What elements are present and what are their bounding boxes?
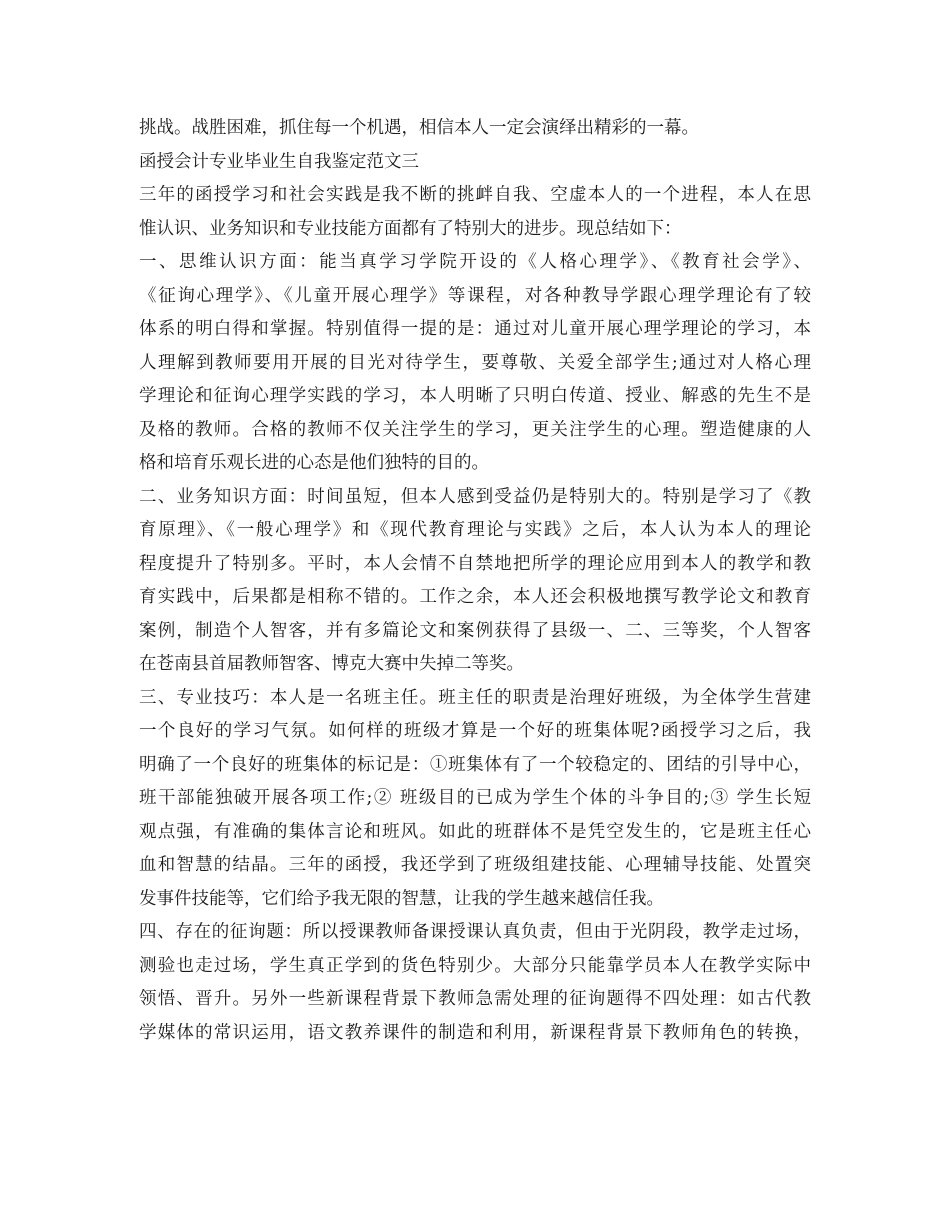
text-line: 体系的明白得和掌握。特别值得一提的是：通过对儿童开展心理学理论的学习，本 <box>139 319 811 339</box>
text-line: 惟认识、业务知识和专业技能方面都有了特别大的进步。现总结如下： <box>139 218 682 239</box>
text-line: 三年的函授学习和社会实践是我不断的挑衅自我、空虚本人的一个进程，本人在思 <box>139 185 811 205</box>
text-line: 一、思维认识方面：能当真学习学院开设的《人格心理学》、《教育社会学》、 <box>139 252 811 272</box>
text-line: 观点强，有准确的集体言论和班风。如此的班群体不是凭空发生的，它是班主任心 <box>139 821 811 842</box>
text-line: 领悟、晋升。另外一些新课程背景下教师急需处理的征询题得不四处理：如古代教 <box>139 989 811 1009</box>
text-line: 明确了一个良好的班集体的标记是：①班集体有了一个较稳定的、团结的引导中心， <box>139 754 811 775</box>
text-line: 三、专业技巧：本人是一名班主任。班主任的职责是治理好班级，为全体学生营建 <box>139 687 811 708</box>
text-line: 测验也走过场，学生真正学到的货色特别少。大部分只能靠学员本人在教学实际中 <box>139 955 811 976</box>
text-line: 育实践中，后果都是相称不错的。工作之余，本人还会积极地撰写教学论文和教育 <box>139 587 811 607</box>
text-line: 人理解到教师要用开展的目光对待学生，要尊敬、关爱全部学生;通过对人格心理 <box>139 352 811 373</box>
text-line: 在苍南县首届教师智客、博克大赛中失掉二等奖。 <box>139 654 524 674</box>
text-line: 育原理》、《一般心理学》和《现代教育理论与实践》之后，本人认为本人的理论 <box>139 520 811 540</box>
text-line: 一个良好的学习气氛。如何样的班级才算是一个好的班集体呢?函授学习之后，我 <box>139 721 811 741</box>
document-body <box>139 112 811 1050</box>
text-line: 血和智慧的结晶。三年的函授，我还学到了班级组建技能、心理辅导技能、处置突 <box>139 855 811 875</box>
text-line: 函授会计专业毕业生自我鉴定范文三 <box>139 151 419 172</box>
text-line: 及格的教师。合格的教师不仅关注学生的学习，更关注学生的心理。塑造健康的人 <box>139 419 811 440</box>
text-line: 二、业务知识方面：时间虽短，但本人感到受益仍是特别大的。特别是学习了《教 <box>139 486 811 507</box>
text-line: 学理论和征询心理学实践的学习，本人明晰了只明白传道、授业、解惑的先生不是 <box>139 386 811 406</box>
text-line: 挑战。战胜困难，抓住每一个机遇，相信本人一定会演绎出精彩的一幕。 <box>139 118 699 138</box>
text-line: 《征询心理学》、《儿童开展心理学》等课程，对各种教导学跟心理学理论有了较 <box>139 285 811 306</box>
text-line: 案例，制造个人智客，并有多篇论文和案例获得了县级一、二、三等奖，个人智客 <box>139 620 811 641</box>
text-line: 格和培育乐观长进的心态是他们独特的目的。 <box>139 453 489 473</box>
text-line: 四、存在的征询题：所以授课教师备课授课认真负责，但由于光阴段，教学走过场， <box>139 922 811 942</box>
text-line: 班干部能独破开展各项工作;② 班级目的已成为学生个体的斗争目的;③ 学生长短 <box>139 788 811 808</box>
text-line: 发事件技能等，它们给予我无限的智慧，让我的学生越来越信任我。 <box>139 888 664 909</box>
text-line: 学媒体的常识运用，语文教养课件的制造和利用，新课程背景下教师角色的转换， <box>139 1022 811 1043</box>
text-line: 程度提升了特别多。平时，本人会情不自禁地把所学的理论应用到本人的教学和教 <box>139 553 811 574</box>
